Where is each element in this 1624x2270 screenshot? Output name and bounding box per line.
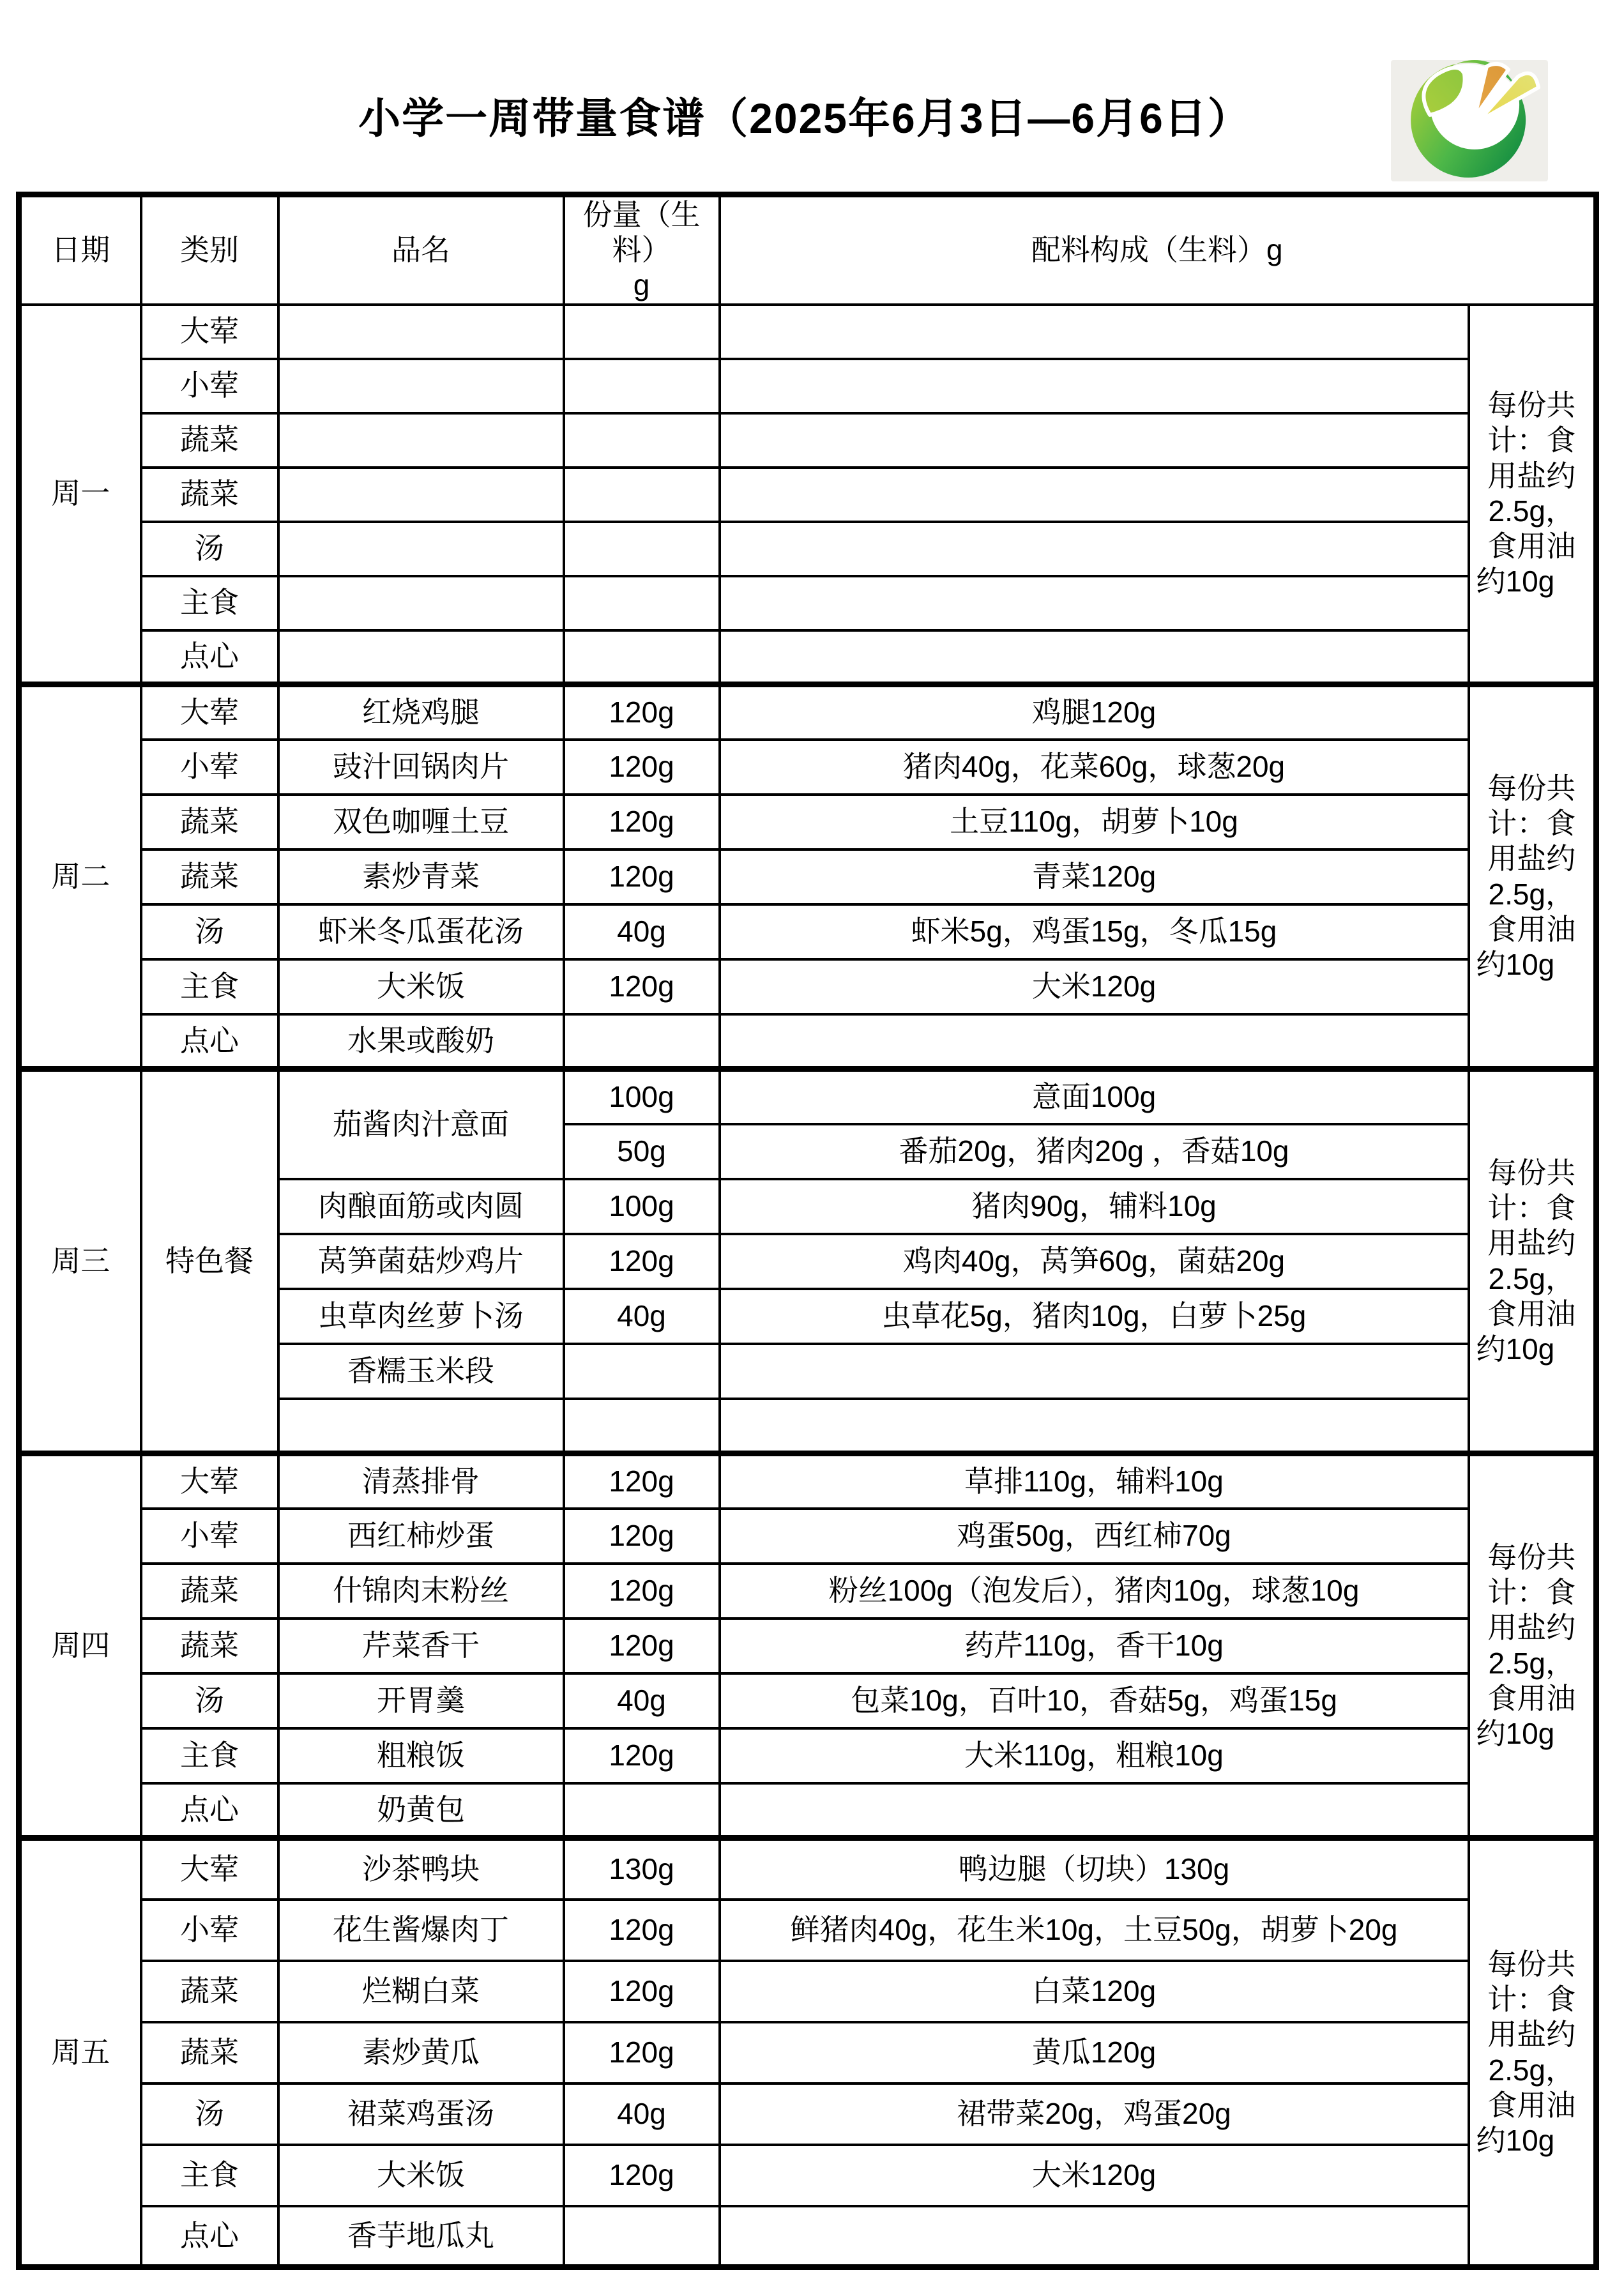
table-row: [19, 1014, 1597, 1069]
portion-cell: 120g: [564, 1728, 720, 1783]
ingredients-cell: [720, 1014, 1469, 1069]
category-cell: 蔬菜: [141, 468, 278, 522]
category-cell: 主食: [141, 2145, 278, 2206]
summary-cell: 每份共计：食用盐约2.5g，食用油约10g: [1469, 305, 1597, 685]
category-cell: 小荤: [141, 1900, 278, 1961]
dish-cell: 双色咖喱土豆: [278, 795, 564, 849]
dish-cell: 花生酱爆肉丁: [278, 1900, 564, 1961]
date-cell: 周四: [19, 1454, 141, 1838]
category-cell: 蔬菜: [141, 849, 278, 904]
portion-cell: [564, 1344, 720, 1399]
portion-cell: 40g: [564, 1289, 720, 1344]
ingredients-cell: [720, 576, 1469, 630]
ingredients-cell: 鸭边腿（切块）130g: [720, 1838, 1469, 1900]
ingredients-cell: [720, 1783, 1469, 1838]
portion-cell: [564, 413, 720, 468]
dish-cell: 水果或酸奶: [278, 1014, 564, 1069]
portion-cell: 130g: [564, 1838, 720, 1900]
dish-cell: 虫草肉丝萝卜汤: [278, 1289, 564, 1344]
dish-cell: 大米饭: [278, 959, 564, 1014]
category-cell: 主食: [141, 1728, 278, 1783]
header-date: 日期: [19, 195, 141, 305]
portion-cell: 120g: [564, 2145, 720, 2206]
category-cell: 蔬菜: [141, 2022, 278, 2083]
portion-cell: [564, 359, 720, 413]
dish-cell: 茄酱肉汁意面: [278, 1069, 564, 1179]
dish-cell: 豉汁回锅肉片: [278, 740, 564, 795]
table-row: [19, 1900, 1597, 1961]
ingredients-cell: 鸡蛋50g，西红柿70g: [720, 1509, 1469, 1564]
ingredients-cell: [720, 2206, 1469, 2267]
header-row: [19, 195, 1597, 305]
ingredients-cell: 裙带菜20g，鸡蛋20g: [720, 2083, 1469, 2145]
category-cell: 点心: [141, 1014, 278, 1069]
category-cell: 特色餐: [141, 1069, 278, 1454]
portion-cell: [564, 576, 720, 630]
table-row: [19, 359, 1597, 413]
school-logo: [1391, 60, 1548, 181]
ingredients-cell: 猪肉90g，辅料10g: [720, 1179, 1469, 1234]
ingredients-cell: 鸡肉40g，莴笋60g，菌菇20g: [720, 1234, 1469, 1289]
dish-cell: 清蒸排骨: [278, 1454, 564, 1509]
category-cell: 蔬菜: [141, 1619, 278, 1673]
ingredients-cell: 包菜10g，百叶10，香菇5g，鸡蛋15g: [720, 1673, 1469, 1728]
header-dish: 品名: [278, 195, 564, 305]
summary-cell: 每份共计：食用盐约2.5g，食用油约10g: [1469, 1454, 1597, 1838]
portion-cell: 120g: [564, 849, 720, 904]
ingredients-cell: 青菜120g: [720, 849, 1469, 904]
dish-cell: 沙茶鸭块: [278, 1838, 564, 1900]
ingredients-cell: 黄瓜120g: [720, 2022, 1469, 2083]
portion-cell: [564, 1783, 720, 1838]
category-cell: 汤: [141, 904, 278, 959]
table-row: [19, 959, 1597, 1014]
portion-cell: 40g: [564, 904, 720, 959]
header-portion: [564, 195, 720, 305]
category-cell: 点心: [141, 1783, 278, 1838]
dish-cell: 开胃羹: [278, 1673, 564, 1728]
dish-cell: 大米饭: [278, 2145, 564, 2206]
dish-cell: [278, 630, 564, 685]
dish-cell: 裙菜鸡蛋汤: [278, 2083, 564, 2145]
ingredients-cell: 土豆110g，胡萝卜10g: [720, 795, 1469, 849]
ingredients-cell: [720, 522, 1469, 576]
portion-cell: 120g: [564, 1900, 720, 1961]
ingredients-cell: 大米120g: [720, 959, 1469, 1014]
ingredients-cell: [720, 413, 1469, 468]
portion-cell: [564, 2206, 720, 2267]
dish-cell: [278, 413, 564, 468]
table-row: [19, 1454, 1597, 1509]
table-row: [19, 305, 1597, 359]
table-row: [19, 1564, 1597, 1619]
table-row: [19, 740, 1597, 795]
dish-cell: 虾米冬瓜蛋花汤: [278, 904, 564, 959]
header-ingredients: 配料构成（生料）g: [720, 195, 1597, 305]
ingredients-cell: 鲜猪肉40g，花生米10g，土豆50g，胡萝卜20g: [720, 1900, 1469, 1961]
ingredients-cell: 猪肉40g，花菜60g，球葱20g: [720, 740, 1469, 795]
category-cell: 蔬菜: [141, 795, 278, 849]
portion-cell: 120g: [564, 1509, 720, 1564]
table-row: [19, 1619, 1597, 1673]
portion-cell: 120g: [564, 795, 720, 849]
table-row: [19, 904, 1597, 959]
ingredients-cell: 鸡腿120g: [720, 685, 1469, 740]
table-row: [19, 2206, 1597, 2267]
dish-cell: 什锦肉末粉丝: [278, 1564, 564, 1619]
menu-table-body: [19, 305, 1597, 2267]
dish-cell: [278, 305, 564, 359]
ingredients-cell: 白菜120g: [720, 1961, 1469, 2022]
ingredients-cell: 番茄20g，猪肉20g ，香菇10g: [720, 1124, 1469, 1179]
summary-cell: 每份共计：食用盐约2.5g，食用油约10g: [1469, 685, 1597, 1069]
category-cell: 蔬菜: [141, 1961, 278, 2022]
page-title: 小学一周带量食谱（2025年6月3日—6月6日）: [358, 95, 1251, 142]
ingredients-cell: [720, 359, 1469, 413]
portion-cell: 120g: [564, 1234, 720, 1289]
ingredients-cell: [720, 1344, 1469, 1399]
portion-cell: 120g: [564, 685, 720, 740]
table-row: [19, 2145, 1597, 2206]
table-row: [19, 413, 1597, 468]
table-row: [19, 630, 1597, 685]
ingredients-cell: [720, 305, 1469, 359]
portion-cell: 120g: [564, 1619, 720, 1673]
category-cell: 点心: [141, 630, 278, 685]
category-cell: 大荤: [141, 1454, 278, 1509]
category-cell: 小荤: [141, 740, 278, 795]
header-portion-line1: 份量（生料）: [582, 198, 701, 267]
dish-cell: 莴笋菌菇炒鸡片: [278, 1234, 564, 1289]
category-cell: 汤: [141, 2083, 278, 2145]
portion-cell: [564, 522, 720, 576]
portion-cell: 120g: [564, 2022, 720, 2083]
date-cell: 周二: [19, 685, 141, 1069]
dish-cell: 肉酿面筋或肉圆: [278, 1179, 564, 1234]
portion-cell: [564, 468, 720, 522]
category-cell: 汤: [141, 1673, 278, 1728]
header-portion-line2: g: [633, 268, 650, 302]
table-row: [19, 468, 1597, 522]
weekly-menu-table: [16, 192, 1599, 2270]
dish-cell: 烂糊白菜: [278, 1961, 564, 2022]
ingredients-cell: 草排110g，辅料10g: [720, 1454, 1469, 1509]
dish-cell: 奶黄包: [278, 1783, 564, 1838]
ingredients-cell: [720, 468, 1469, 522]
dish-cell: 芹菜香干: [278, 1619, 564, 1673]
table-row: [19, 1509, 1597, 1564]
category-cell: 大荤: [141, 685, 278, 740]
dish-cell: [278, 576, 564, 630]
ingredients-cell: 药芹110g，香干10g: [720, 1619, 1469, 1673]
portion-cell: [564, 630, 720, 685]
bowl-leaf-logo-icon: [1393, 60, 1546, 181]
table-row: [19, 849, 1597, 904]
category-cell: 小荤: [141, 359, 278, 413]
table-row: [19, 1961, 1597, 2022]
dish-cell: [278, 468, 564, 522]
table-row: [19, 2022, 1597, 2083]
dish-cell: 素炒黄瓜: [278, 2022, 564, 2083]
summary-cell: 每份共计：食用盐约2.5g，食用油约10g: [1469, 1069, 1597, 1454]
dish-cell: [278, 1399, 564, 1454]
table-row: [19, 2083, 1597, 2145]
dish-cell: 西红柿炒蛋: [278, 1509, 564, 1564]
portion-cell: 120g: [564, 959, 720, 1014]
portion-cell: 120g: [564, 1961, 720, 2022]
category-cell: 点心: [141, 2206, 278, 2267]
table-row: [19, 685, 1597, 740]
ingredients-cell: 大米110g，粗粮10g: [720, 1728, 1469, 1783]
category-cell: 蔬菜: [141, 1564, 278, 1619]
table-row: [19, 1728, 1597, 1783]
category-cell: 大荤: [141, 1838, 278, 1900]
ingredients-cell: 虫草花5g，猪肉10g，白萝卜25g: [720, 1289, 1469, 1344]
portion-cell: [564, 1399, 720, 1454]
summary-cell: 每份共计：食用盐约2.5g，食用油约10g: [1469, 1838, 1597, 2267]
category-cell: 主食: [141, 576, 278, 630]
table-row: [19, 1783, 1597, 1838]
header-category: 类别: [141, 195, 278, 305]
dish-cell: 香糯玉米段: [278, 1344, 564, 1399]
table-row: [19, 522, 1597, 576]
date-cell: 周一: [19, 305, 141, 685]
table-header: [19, 195, 1597, 305]
dish-cell: 粗粮饭: [278, 1728, 564, 1783]
portion-cell: 120g: [564, 1454, 720, 1509]
table-row: [19, 1673, 1597, 1728]
category-cell: 蔬菜: [141, 413, 278, 468]
dish-cell: [278, 359, 564, 413]
table-row: [19, 576, 1597, 630]
category-cell: 主食: [141, 959, 278, 1014]
portion-cell: 40g: [564, 1673, 720, 1728]
ingredients-cell: 粉丝100g（泡发后），猪肉10g，球葱10g: [720, 1564, 1469, 1619]
portion-cell: 100g: [564, 1179, 720, 1234]
dish-cell: [278, 522, 564, 576]
ingredients-cell: [720, 1399, 1469, 1454]
date-cell: 周三: [19, 1069, 141, 1454]
ingredients-cell: 意面100g: [720, 1069, 1469, 1124]
portion-cell: 50g: [564, 1124, 720, 1179]
dish-cell: 素炒青菜: [278, 849, 564, 904]
category-cell: 小荤: [141, 1509, 278, 1564]
portion-cell: [564, 305, 720, 359]
category-cell: 汤: [141, 522, 278, 576]
ingredients-cell: 虾米5g，鸡蛋15g，冬瓜15g: [720, 904, 1469, 959]
portion-cell: [564, 1014, 720, 1069]
table-row: [19, 795, 1597, 849]
category-cell: 大荤: [141, 305, 278, 359]
table-row: [19, 1838, 1597, 1900]
portion-cell: 120g: [564, 740, 720, 795]
dish-cell: 香芋地瓜丸: [278, 2206, 564, 2267]
ingredients-cell: [720, 630, 1469, 685]
ingredients-cell: 大米120g: [720, 2145, 1469, 2206]
table-row: [19, 1069, 1597, 1124]
dish-cell: 红烧鸡腿: [278, 685, 564, 740]
portion-cell: 40g: [564, 2083, 720, 2145]
portion-cell: 120g: [564, 1564, 720, 1619]
portion-cell: 100g: [564, 1069, 720, 1124]
date-cell: 周五: [19, 1838, 141, 2267]
